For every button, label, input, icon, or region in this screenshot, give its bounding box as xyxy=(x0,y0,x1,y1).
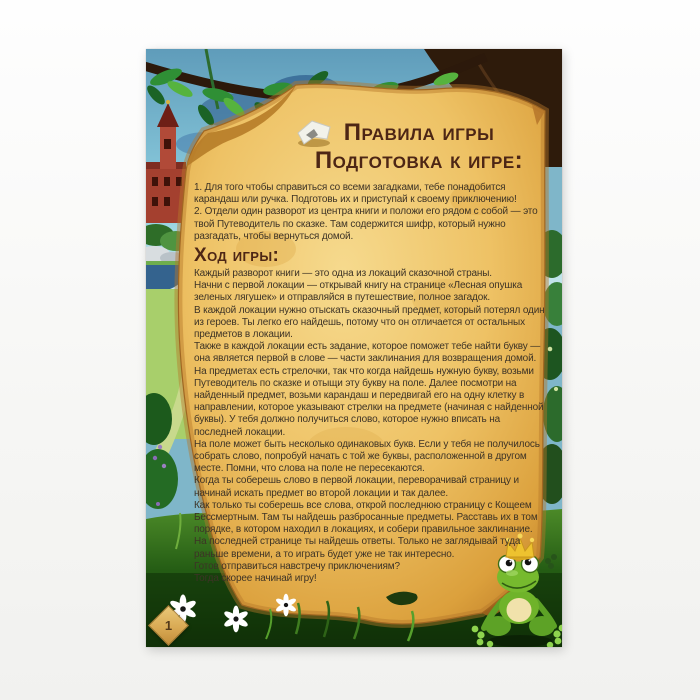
rule-paragraph: На последней странице ты найдешь ответы. Только не заглядывай туда раньше времени, а то играть будет уже не так интересно. xyxy=(194,536,521,560)
title-line-2: Подготовка к игре: xyxy=(314,147,524,174)
rule-paragraph: Когда ты соберешь слово в первой локации, переворачивай страницу и начинай искать предмет во второй локации и так далее. xyxy=(194,475,519,499)
rules-text-column xyxy=(194,182,546,585)
rule-paragraph: Готов отправиться навстречу приключениям? xyxy=(194,560,400,572)
rule-paragraph: Начни с первой локации — открывай книгу на странице «Лесная опушка зеленых лягушек» и отправляйся в путешествие, полное загадок. xyxy=(194,280,523,304)
page-number: 1 xyxy=(164,618,173,633)
rule-paragraph: Также в каждой локации есть задание, которое поможет тебе найти букву — она является первой в слове — части заклинания для возвращения домой. xyxy=(194,341,541,365)
page-title xyxy=(288,119,550,175)
preparation-step: 2. Отдели один разворот из центра книги и положи его рядом с собой — это твой Путеводитель по сказке. Там содержится шифр, который нужно разгадать, чтобы вернуться домой. xyxy=(194,206,538,242)
rule-paragraph: В каждой локации нужно отыскать сказочный предмет, который потерял один из героев. Ты легко его найдешь, потому что он отличается от остальных предметов в локации. xyxy=(194,304,545,341)
rule-paragraph: Как только ты соберешь все слова, открой последнюю страницу с Кощеем Бессмертным. Там ты найдешь разбросанные предметы. Расставь их в том порядке, в котором находил в локациях, и собери правильное заклинание. xyxy=(194,499,538,536)
rule-paragraph: Тогда скорее начинай игру! xyxy=(194,573,317,585)
book-page xyxy=(146,49,562,647)
title-line-1: Правила игры xyxy=(343,119,495,146)
rule-paragraph: Каждый разворот книги — это одна из локаций сказочной страны. xyxy=(194,268,492,280)
rules-text-block xyxy=(146,49,562,647)
preparation-step: 1. Для того чтобы справиться со всеми загадками, тебе понадобится карандаш или ручка. Подготовь их и приступай к своему приключению! xyxy=(194,182,517,206)
rule-paragraph: На поле может быть несколько одинаковых букв. Если у тебя не получилось собрать слово, попробуй начать с той же буквы, расположенной в другом месте. Помни, что слова на поле не пересекаются. xyxy=(194,438,540,475)
rule-paragraph: На предметах есть стрелочки, так что когда найдешь нужную букву, возьми Путеводитель по сказке и отыщи эту букву на поле. Далее посмотри на найденный предмет, возьми карандаш и передвигай его на одну клетку в направлении, которое указывают стрелки на предмете (начиная с найденной буквы). У тебя должно получиться слово, которое нужно вписать на последней локации. xyxy=(194,365,544,438)
section-title: Ход игры: xyxy=(194,245,280,267)
